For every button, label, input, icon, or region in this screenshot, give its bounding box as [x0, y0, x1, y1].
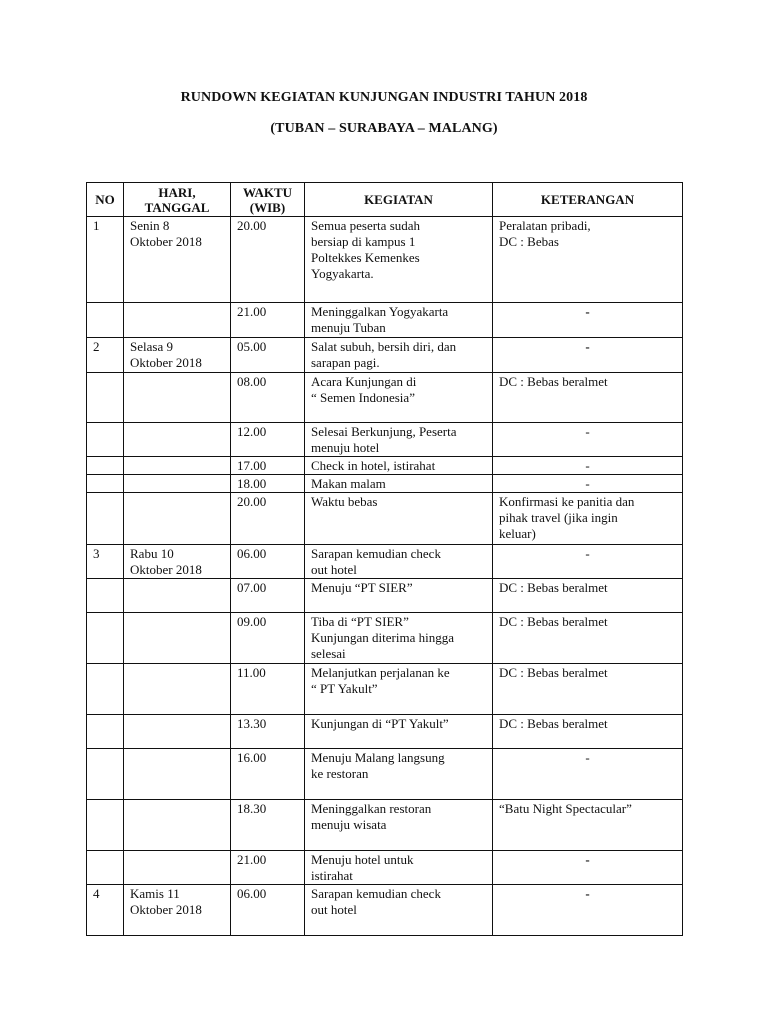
header-notes: KETERANGAN: [493, 183, 683, 217]
cell-activity: Acara Kunjungan di “ Semen Indonesia”: [305, 373, 493, 423]
cell-activity: Semua peserta sudah bersiap di kampus 1 Poltekkes Kemenkes Yogyakarta.: [305, 217, 493, 303]
cell-notes: DC : Bebas beralmet: [493, 579, 683, 613]
table-row: [87, 475, 683, 493]
table-row: [87, 715, 683, 749]
cell-time: 09.00: [231, 613, 305, 664]
cell-notes: -: [493, 749, 683, 800]
cell-notes: -: [493, 545, 683, 579]
cell-notes: DC : Bebas beralmet: [493, 715, 683, 749]
cell-no: 4: [87, 885, 124, 936]
table-header-row: [87, 183, 683, 217]
cell-notes: -: [493, 338, 683, 373]
cell-day: [124, 457, 231, 475]
cell-notes: -: [493, 885, 683, 936]
cell-time: 16.00: [231, 749, 305, 800]
cell-activity: Makan malam: [305, 475, 493, 493]
table-row: [87, 664, 683, 715]
table-row: [87, 545, 683, 579]
cell-no: [87, 475, 124, 493]
cell-day: [124, 664, 231, 715]
table-row: [87, 338, 683, 373]
cell-time: 20.00: [231, 217, 305, 303]
cell-no: [87, 373, 124, 423]
cell-notes: -: [493, 475, 683, 493]
cell-notes: -: [493, 423, 683, 457]
table-row: [87, 217, 683, 303]
table-row: [87, 457, 683, 475]
table-row: [87, 749, 683, 800]
cell-no: [87, 664, 124, 715]
cell-no: [87, 493, 124, 545]
cell-time: 21.00: [231, 851, 305, 885]
cell-time: 20.00: [231, 493, 305, 545]
cell-activity: Waktu bebas: [305, 493, 493, 545]
cell-day: [124, 800, 231, 851]
cell-no: [87, 579, 124, 613]
cell-no: [87, 715, 124, 749]
cell-no: [87, 423, 124, 457]
rundown-table: [86, 182, 683, 936]
cell-day: [124, 303, 231, 338]
cell-activity: Menuju Malang langsung ke restoran: [305, 749, 493, 800]
cell-no: [87, 457, 124, 475]
cell-day: [124, 579, 231, 613]
cell-no: [87, 749, 124, 800]
table-row: [87, 579, 683, 613]
cell-notes: “Batu Night Spectacular”: [493, 800, 683, 851]
document-title: RUNDOWN KEGIATAN KUNJUNGAN INDUSTRI TAHUN 2018: [180, 90, 588, 105]
cell-day: [124, 475, 231, 493]
table-row: [87, 613, 683, 664]
header-activity: KEGIATAN: [305, 183, 493, 217]
cell-activity: Meninggalkan Yogyakarta menuju Tuban: [305, 303, 493, 338]
header-time: WAKTU (WIB): [231, 183, 305, 217]
header-day: HARI, TANGGAL: [124, 183, 231, 217]
table-row: [87, 885, 683, 936]
cell-activity: Tiba di “PT SIER” Kunjungan diterima hingga selesai: [305, 613, 493, 664]
cell-activity: Menuju “PT SIER”: [305, 579, 493, 613]
cell-activity: Menuju hotel untuk istirahat: [305, 851, 493, 885]
cell-no: 2: [87, 338, 124, 373]
cell-no: [87, 800, 124, 851]
cell-day: [124, 373, 231, 423]
cell-time: 05.00: [231, 338, 305, 373]
cell-day: Rabu 10 Oktober 2018: [124, 545, 231, 579]
cell-notes: Peralatan pribadi, DC : Bebas: [493, 217, 683, 303]
cell-activity: Check in hotel, istirahat: [305, 457, 493, 475]
header-no: NO: [87, 183, 124, 217]
cell-time: 12.00: [231, 423, 305, 457]
table-row: [87, 800, 683, 851]
cell-no: 1: [87, 217, 124, 303]
cell-day: [124, 493, 231, 545]
document-subtitle: (TUBAN – SURABAYA – MALANG): [270, 121, 498, 136]
cell-day: Selasa 9 Oktober 2018: [124, 338, 231, 373]
cell-activity: Sarapan kemudian check out hotel: [305, 885, 493, 936]
cell-day: [124, 613, 231, 664]
cell-time: 18.30: [231, 800, 305, 851]
cell-time: 08.00: [231, 373, 305, 423]
cell-notes: -: [493, 457, 683, 475]
table-row: [87, 851, 683, 885]
table-row: [87, 373, 683, 423]
table-row: [87, 303, 683, 338]
cell-notes: -: [493, 303, 683, 338]
cell-no: [87, 303, 124, 338]
cell-activity: Selesai Berkunjung, Peserta menuju hotel: [305, 423, 493, 457]
cell-activity: Meninggalkan restoran menuju wisata: [305, 800, 493, 851]
cell-no: [87, 613, 124, 664]
cell-notes: DC : Bebas beralmet: [493, 373, 683, 423]
cell-notes: -: [493, 851, 683, 885]
cell-notes: Konfirmasi ke panitia dan pihak travel (jika ingin keluar): [493, 493, 683, 545]
cell-notes: DC : Bebas beralmet: [493, 664, 683, 715]
cell-time: 07.00: [231, 579, 305, 613]
table-row: [87, 423, 683, 457]
cell-time: 11.00: [231, 664, 305, 715]
cell-time: 18.00: [231, 475, 305, 493]
cell-time: 17.00: [231, 457, 305, 475]
cell-day: Kamis 11 Oktober 2018: [124, 885, 231, 936]
cell-day: [124, 423, 231, 457]
cell-day: [124, 715, 231, 749]
cell-activity: Kunjungan di “PT Yakult”: [305, 715, 493, 749]
cell-activity: Salat subuh, bersih diri, dan sarapan pagi.: [305, 338, 493, 373]
cell-time: 21.00: [231, 303, 305, 338]
cell-no: 3: [87, 545, 124, 579]
cell-no: [87, 851, 124, 885]
cell-time: 06.00: [231, 545, 305, 579]
cell-activity: Sarapan kemudian check out hotel: [305, 545, 493, 579]
cell-time: 06.00: [231, 885, 305, 936]
cell-time: 13.30: [231, 715, 305, 749]
table-row: [87, 493, 683, 545]
cell-day: [124, 749, 231, 800]
cell-activity: Melanjutkan perjalanan ke “ PT Yakult”: [305, 664, 493, 715]
cell-day: [124, 851, 231, 885]
cell-notes: DC : Bebas beralmet: [493, 613, 683, 664]
cell-day: Senin 8 Oktober 2018: [124, 217, 231, 303]
